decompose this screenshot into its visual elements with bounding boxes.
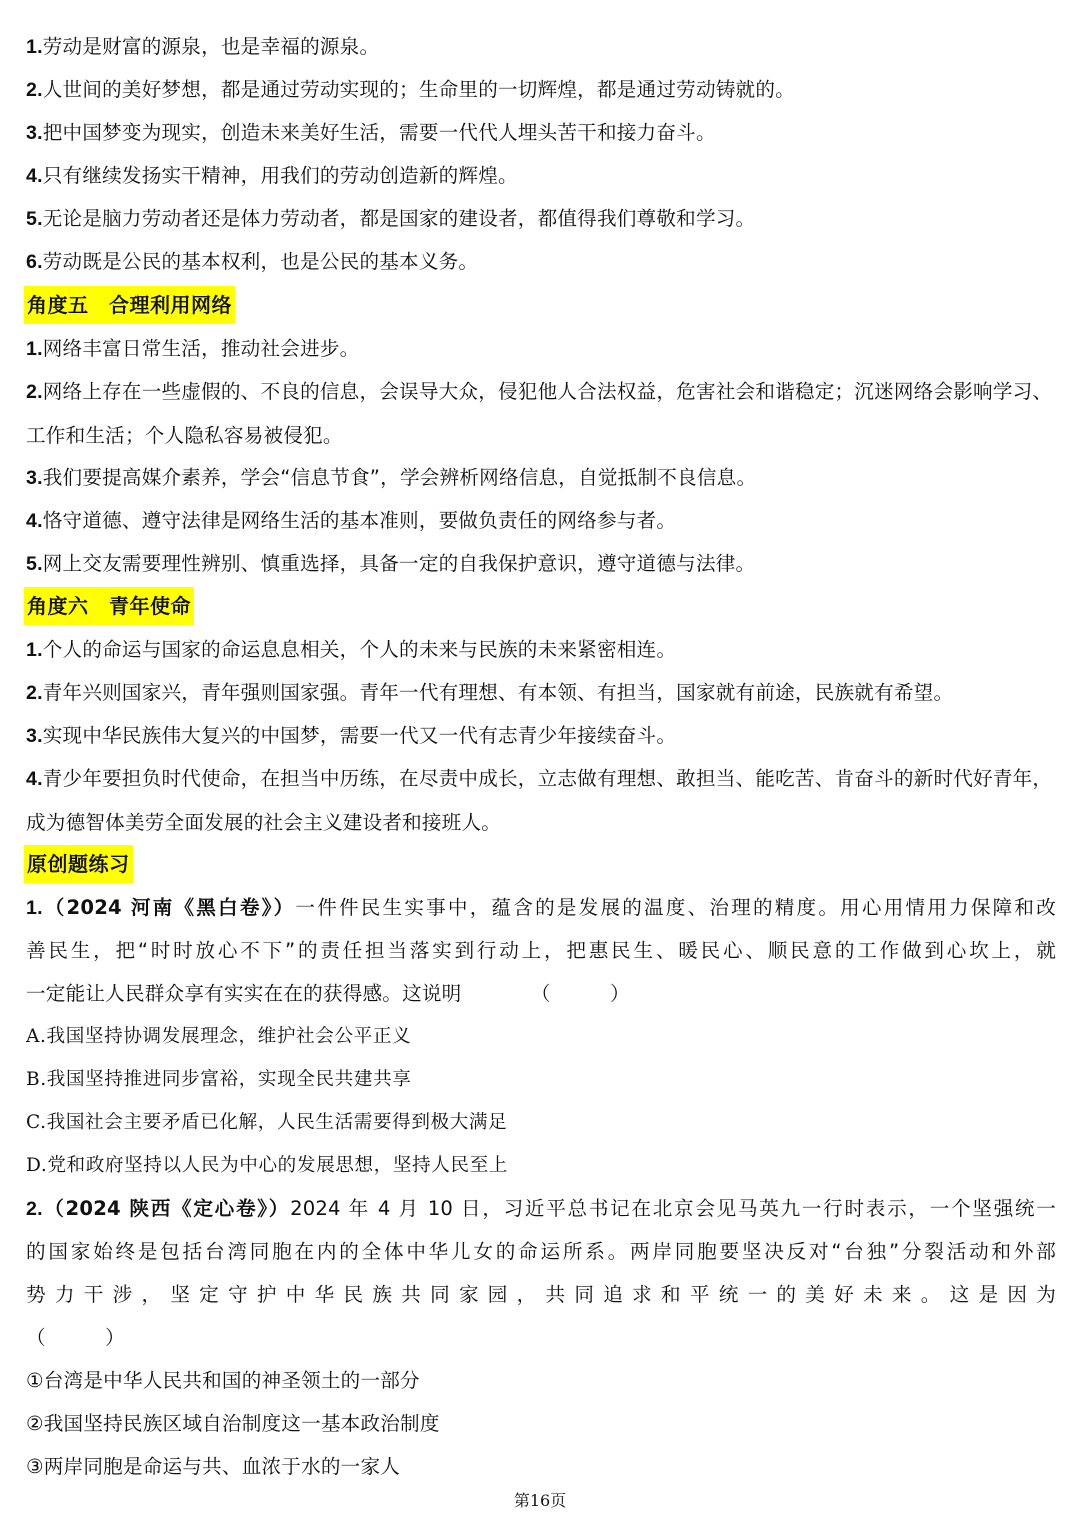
- question-2-line: [26, 1187, 1056, 1231]
- list-item: [26, 197, 1056, 241]
- item-text: 青年兴则国家兴，青年强则国家强。青年一代有理想、有本领、有担当，国家就有前途，民族就有希望。: [42, 681, 954, 704]
- item-text: 无论是脑力劳动者还是体力劳动者，都是国家的建设者，都值得我们尊敬和学习。: [42, 207, 756, 230]
- question-text: 2024 年 4 月 10 日，习近平总书记在北京会见马英九一行时表示，一个坚强统一: [290, 1197, 1056, 1220]
- item-text: 实现中华民族伟大复兴的中国梦，需要一代又一代有志青少年接续奋斗。: [42, 724, 677, 747]
- item-number: 4.: [26, 768, 43, 790]
- item-number: 3.: [26, 467, 43, 489]
- list-item: [26, 68, 1056, 112]
- item-text: 劳动既是公民的基本权利，也是公民的基本义务。: [42, 250, 479, 273]
- item-text: 我们要提高媒介素养，学会“信息节食”，学会辨析网络信息，自觉抵制不良信息。: [42, 466, 757, 489]
- list-item: [26, 327, 1056, 371]
- list-item: [26, 240, 1056, 284]
- question-1-line: 善民生，把“时时放心不下”的责任担当落实到行动上，把惠民生、暖民心、顺民意的工作做到心坎上，就: [26, 939, 1056, 962]
- item-number: 1.: [26, 36, 43, 58]
- item-number: 4.: [26, 510, 43, 532]
- section-heading: 角度六 青年使命: [24, 587, 194, 625]
- answer-blank: （ ）: [26, 1326, 125, 1349]
- list-item: [26, 370, 1056, 457]
- item-number: 1.: [26, 338, 43, 360]
- list-item: [26, 671, 1056, 715]
- item-number: 2.: [26, 79, 43, 101]
- item-text: 网络上存在一些虚假的、不良的信息，会误导大众，侵犯他人合法权益，危害社会和谐稳定；沉迷网络会影响学习、工作和生活；个人隐私容易被侵犯。: [26, 380, 1053, 447]
- question-2-line: 的国家始终是包括台湾同胞在内的全体中华儿女的命运所系。两岸同胞要坚决反对“台独”分裂活动和外部: [26, 1240, 1056, 1263]
- item-text: 人世间的美好梦想，都是通过劳动实现的；生命里的一切辉煌，都是通过劳动铸就的。: [42, 78, 795, 101]
- list-item: [26, 628, 1056, 672]
- list-item: [26, 25, 1056, 69]
- item-number: 1.: [26, 639, 43, 661]
- item-number: 3.: [26, 725, 43, 747]
- item-number: 4.: [26, 165, 43, 187]
- question-source: （2024 陕西《定心卷》）: [42, 1197, 291, 1220]
- statement-2: ②我国坚持民族区域自治制度这一基本政治制度: [26, 1412, 440, 1435]
- list-item: [26, 757, 1056, 844]
- item-text: 网上交友需要理性辨别、慎重选择，具备一定的自我保护意识，遵守道德与法律。: [42, 552, 756, 575]
- item-number: 2.: [26, 682, 43, 704]
- statement-3: ③两岸同胞是命运与共、血浓于水的一家人: [26, 1455, 401, 1478]
- section-heading: 角度五 合理利用网络: [24, 286, 235, 324]
- statement-1: ①台湾是中华人民共和国的神圣领土的一部分: [26, 1369, 420, 1392]
- item-number: 3.: [26, 122, 43, 144]
- question-number: 1.: [26, 897, 43, 919]
- list-item: [26, 456, 1056, 500]
- item-text: 个人的命运与国家的命运息息相关，个人的未来与民族的未来紧密相连。: [42, 638, 677, 661]
- list-item: [26, 499, 1056, 543]
- question-1-line: 一定能让人民群众享有实实在在的获得感。这说明 （ ）: [26, 982, 630, 1005]
- item-text: 劳动是财富的源泉，也是幸福的源泉。: [42, 35, 380, 58]
- item-number: 5.: [26, 553, 43, 575]
- question-2-line: 势力干涉，坚定守护中华民族共同家园，共同追求和平统一的美好未来。这是因为: [26, 1283, 1056, 1306]
- item-text: 把中国梦变为现实，创造未来美好生活，需要一代代人埋头苦干和接力奋斗。: [42, 121, 716, 144]
- question-1-line: [26, 886, 1056, 930]
- item-text: 网络丰富日常生活，推动社会进步。: [42, 337, 360, 360]
- option-a: A.我国坚持协调发展理念，维护社会公平正义: [26, 1026, 412, 1047]
- question-text: 一件件民生实事中，蕴含的是发展的温度、治理的精度。用心用情用力保障和改: [295, 896, 1057, 919]
- list-item: [26, 111, 1056, 155]
- option-d: D.党和政府坚持以人民为中心的发展思想，坚持人民至上: [26, 1155, 509, 1176]
- page-number: 第16页: [513, 1491, 567, 1510]
- option-c: C.我国社会主要矛盾已化解，人民生活需要得到极大满足: [26, 1112, 508, 1133]
- question-source: （2024 河南《黑白卷》）: [42, 896, 296, 919]
- item-number: 6.: [26, 251, 43, 273]
- practice-heading: 原创题练习: [24, 845, 133, 883]
- item-number: 2.: [26, 381, 43, 403]
- list-item: [26, 154, 1056, 198]
- list-item: [26, 542, 1056, 586]
- item-text: 恪守道德、遵守法律是网络生活的基本准则，要做负责任的网络参与者。: [42, 509, 677, 532]
- option-b: B.我国坚持推进同步富裕，实现全民共建共享: [26, 1069, 412, 1090]
- item-text: 青少年要担负时代使命，在担当中历练，在尽责中成长，立志做有理想、敢担当、能吃苦、肯奋斗的新时代好青年，成为德智体美劳全面发展的社会主义建设者和接班人。: [26, 767, 1053, 834]
- list-item: [26, 714, 1056, 758]
- item-number: 5.: [26, 208, 43, 230]
- item-text: 只有继续发扬实干精神，用我们的劳动创造新的辉煌。: [42, 164, 518, 187]
- question-number: 2.: [26, 1198, 43, 1220]
